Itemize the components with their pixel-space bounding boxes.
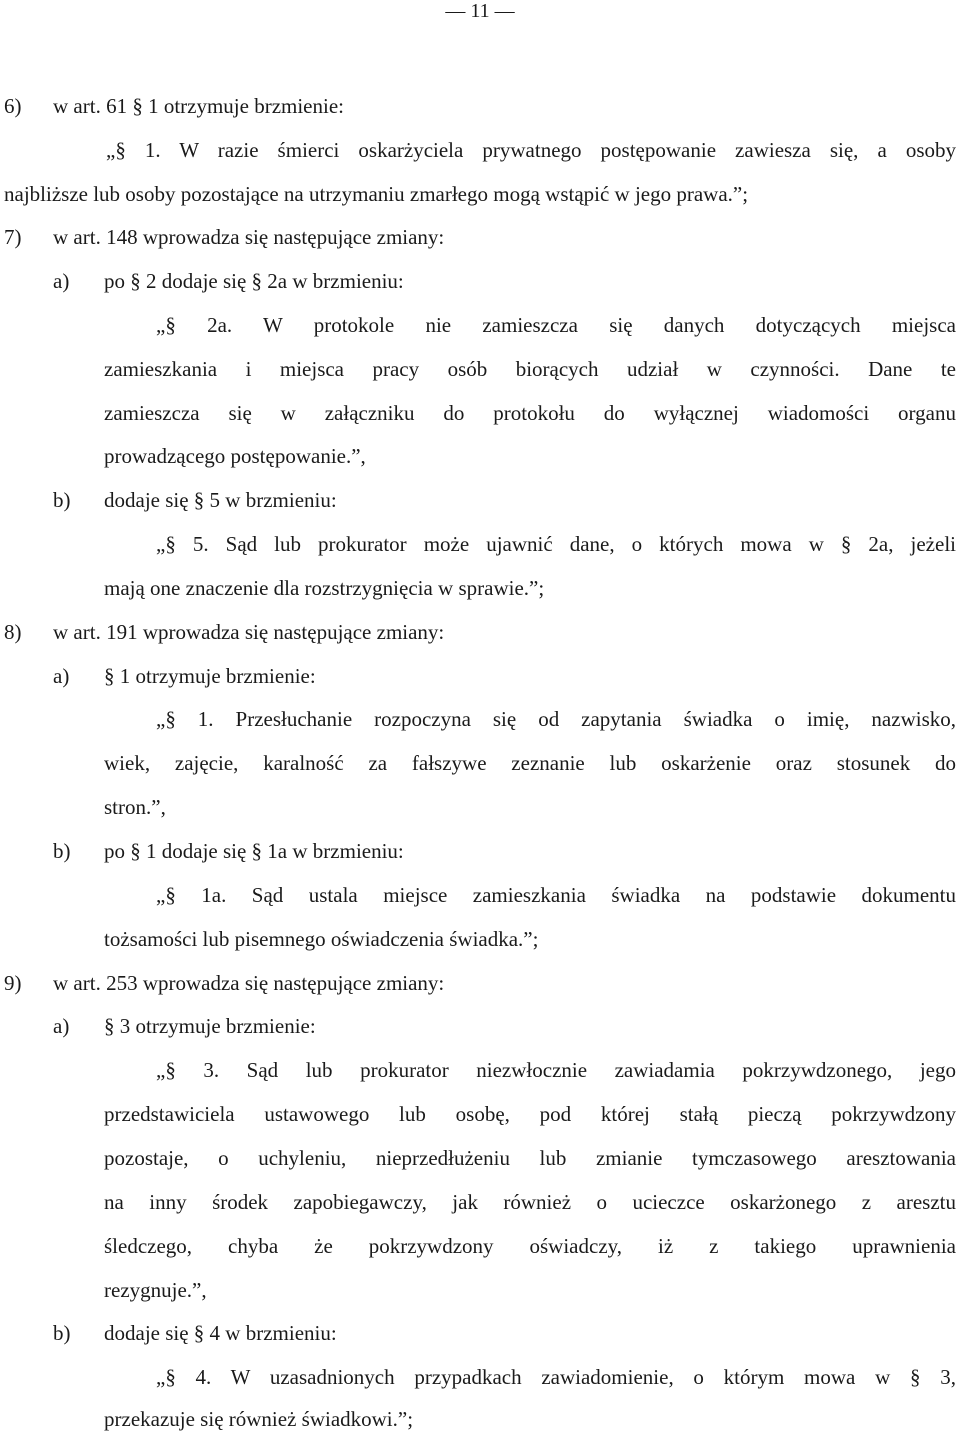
item-number: 8) bbox=[4, 620, 22, 644]
quote-line: zamieszkania i miejsca pracy osób biorących udział w czynności. Dane te bbox=[104, 357, 956, 381]
quote-line: „§ 4. W uzasadnionych przypadkach zawiadomienie, o którym mowa w § 3, bbox=[156, 1365, 956, 1389]
sub-item-text: dodaje się § 4 w brzmieniu: bbox=[104, 1321, 337, 1345]
item-text: w art. 191 wprowadza się następujące zmiany: bbox=[53, 620, 445, 644]
quote-line: „§ 1a. Sąd ustala miejsce zamieszkania świadka na podstawie dokumentu bbox=[156, 883, 956, 907]
quote-line: przedstawiciela ustawowego lub osobę, pod której stałą pieczą pokrzywdzony bbox=[104, 1102, 956, 1126]
quote-line: „§ 2a. W protokole nie zamieszcza się danych dotyczących miejsca bbox=[156, 313, 956, 337]
item-text: w art. 253 wprowadza się następujące zmiany: bbox=[53, 971, 445, 995]
sub-item-letter: a) bbox=[53, 269, 70, 293]
quote-line: stron.”, bbox=[104, 795, 166, 819]
sub-item-letter: a) bbox=[53, 1014, 70, 1038]
sub-item-letter: b) bbox=[53, 488, 71, 512]
item-number: 7) bbox=[4, 225, 22, 249]
item-text: w art. 148 wprowadza się następujące zmiany: bbox=[53, 225, 445, 249]
sub-item-text: § 3 otrzymuje brzmienie: bbox=[104, 1014, 316, 1038]
quote-line: śledczego, chyba że pokrzywdzony oświadczy, iż z takiego uprawnienia bbox=[104, 1234, 956, 1258]
quote-line: „§ 3. Sąd lub prokurator niezwłocznie zawiadamia pokrzywdzonego, jego bbox=[156, 1058, 956, 1082]
quote-line: wiek, zajęcie, karalność za fałszywe zeznanie lub oskarżenie oraz stosunek do bbox=[104, 751, 956, 775]
item-number: 6) bbox=[4, 94, 22, 118]
quote-line: najbliższe lub osoby pozostające na utrzymaniu zmarłego mogą wstąpić w jego prawa.”; bbox=[4, 182, 749, 206]
sub-item-letter: b) bbox=[53, 1321, 71, 1345]
quote-line: mają one znaczenie dla rozstrzygnięcia w sprawie.”; bbox=[104, 576, 545, 600]
sub-item-letter: b) bbox=[53, 839, 71, 863]
sub-item-text: po § 2 dodaje się § 2a w brzmieniu: bbox=[104, 269, 404, 293]
quote-line: na inny środek zapobiegawczy, jak również o ucieczce oskarżonego z aresztu bbox=[104, 1190, 956, 1214]
quote-line: rezygnuje.”, bbox=[104, 1278, 207, 1302]
quote-line: przekazuje się również świadkowi.”; bbox=[104, 1407, 414, 1431]
quote-line: prowadzącego postępowanie.”, bbox=[104, 444, 366, 468]
quote-line: „§ 5. Sąd lub prokurator może ujawnić dane, o których mowa w § 2a, jeżeli bbox=[156, 532, 956, 556]
sub-item-text: dodaje się § 5 w brzmieniu: bbox=[104, 488, 337, 512]
sub-item-letter: a) bbox=[53, 664, 70, 688]
quote-line: „§ 1. W razie śmierci oskarżyciela prywatnego postępowanie zawiesza się, a osoby bbox=[106, 138, 956, 162]
quote-line: pozostaje, o uchyleniu, nieprzedłużeniu lub zmianie tymczasowego aresztowania bbox=[104, 1146, 956, 1170]
sub-item-text: po § 1 dodaje się § 1a w brzmieniu: bbox=[104, 839, 404, 863]
item-text: w art. 61 § 1 otrzymuje brzmienie: bbox=[53, 94, 344, 118]
page-number: — 11 — bbox=[445, 0, 515, 22]
quote-line: „§ 1. Przesłuchanie rozpoczyna się od zapytania świadka o imię, nazwisko, bbox=[156, 707, 956, 731]
quote-line: zamieszcza się w załączniku do protokołu do wyłącznej wiadomości organu bbox=[104, 401, 956, 425]
item-number: 9) bbox=[4, 971, 22, 995]
sub-item-text: § 1 otrzymuje brzmienie: bbox=[104, 664, 316, 688]
quote-line: tożsamości lub pisemnego oświadczenia świadka.”; bbox=[104, 927, 539, 951]
